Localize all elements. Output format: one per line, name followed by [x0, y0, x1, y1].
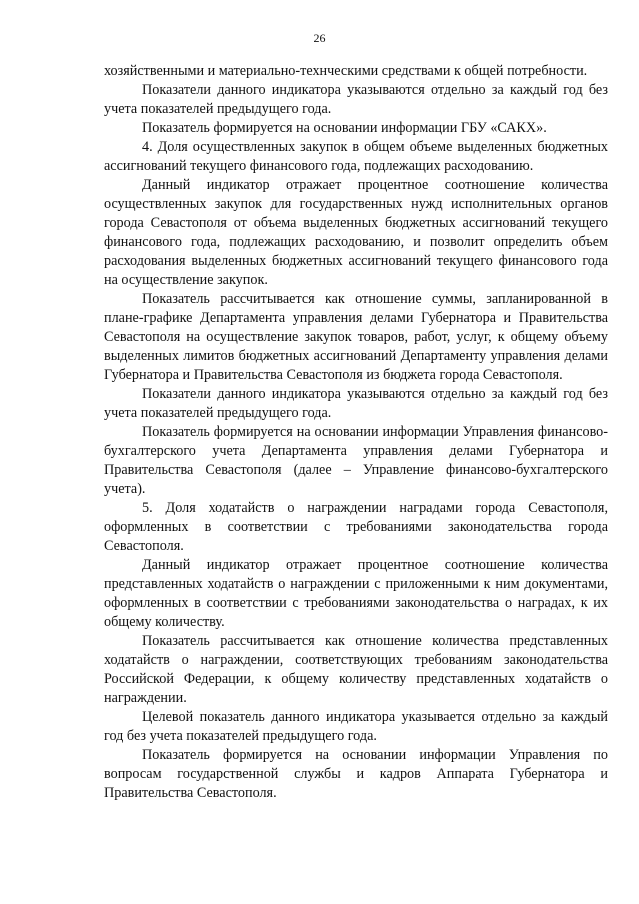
- paragraph: Показатель формируется на основании информации ГБУ «САКХ».: [142, 120, 547, 136]
- document-body: [104, 62, 608, 803]
- indicator-4-heading: 4. Доля осуществленных закупок в общем объеме выделенных бюджетных ассигнований текущего финансового года, подлежащих расходованию.: [104, 139, 608, 174]
- paragraph: Показатели данного индикатора указываются отдельно за каждый год без учета показателей предыдущего года.: [104, 386, 608, 421]
- paragraph: Данный индикатор отражает процентное соотношение количества осуществленных закупок для государственных нужд исполнительных органов города Севастополя от объема выделенных бюджетных ассигнований текущего финансового года, подлежащих расходованию, и позволит определить объем расходования выделенных бюджетных ассигнований текущего финансового года на осуществление закупок.: [104, 177, 608, 288]
- page-number: 26: [313, 31, 326, 45]
- paragraph: Данный индикатор отражает процентное соотношение количества представленных ходатайств о награждении с приложенными к ним документами, оформленных в соответствии с требованиями законодательства о наградах, к их общему количеству.: [104, 557, 608, 630]
- paragraph: Показатель рассчитывается как отношение количества представленных ходатайств о награждении, соответствующих требованиям законодательства Российской Федерации, к общему количеству представленных ходатайств о награждении.: [104, 633, 608, 706]
- paragraph: Целевой показатель данного индикатора указывается отдельно за каждый год без учета показателей предыдущего года.: [104, 709, 608, 744]
- paragraph: Показатель рассчитывается как отношение суммы, запланированной в плане-графике Департамента управления делами Губернатора и Правительства Севастополя на осуществление закупок товаров, работ, услуг, к общему объему выделенных лимитов бюджетных ассигнований Департаменту управления делами Губернатора и Правительства Севастополя из бюджета города Севастополя.: [104, 291, 608, 383]
- paragraph: Показатель формируется на основании информации Управления по вопросам государственной службы и кадров Аппарата Губернатора и Правительства Севастополя.: [104, 747, 608, 801]
- paragraph-continuation: хозяйственными и материально-технческими средствами к общей потребности.: [104, 63, 588, 79]
- paragraph: Показатели данного индикатора указываются отдельно за каждый год без учета показателей предыдущего года.: [104, 82, 608, 117]
- paragraph: Показатель формируется на основании информации Управления финансово-бухгалтерского учета Департамента управления делами Губернатора и Правительства Севастополя (далее – Управление финансово-бухгалтерского учета).: [104, 424, 608, 497]
- indicator-5-heading: 5. Доля ходатайств о награждении наградами города Севастополя, оформленных в соответствии с требованиями законодательства города Севастополя.: [104, 500, 608, 554]
